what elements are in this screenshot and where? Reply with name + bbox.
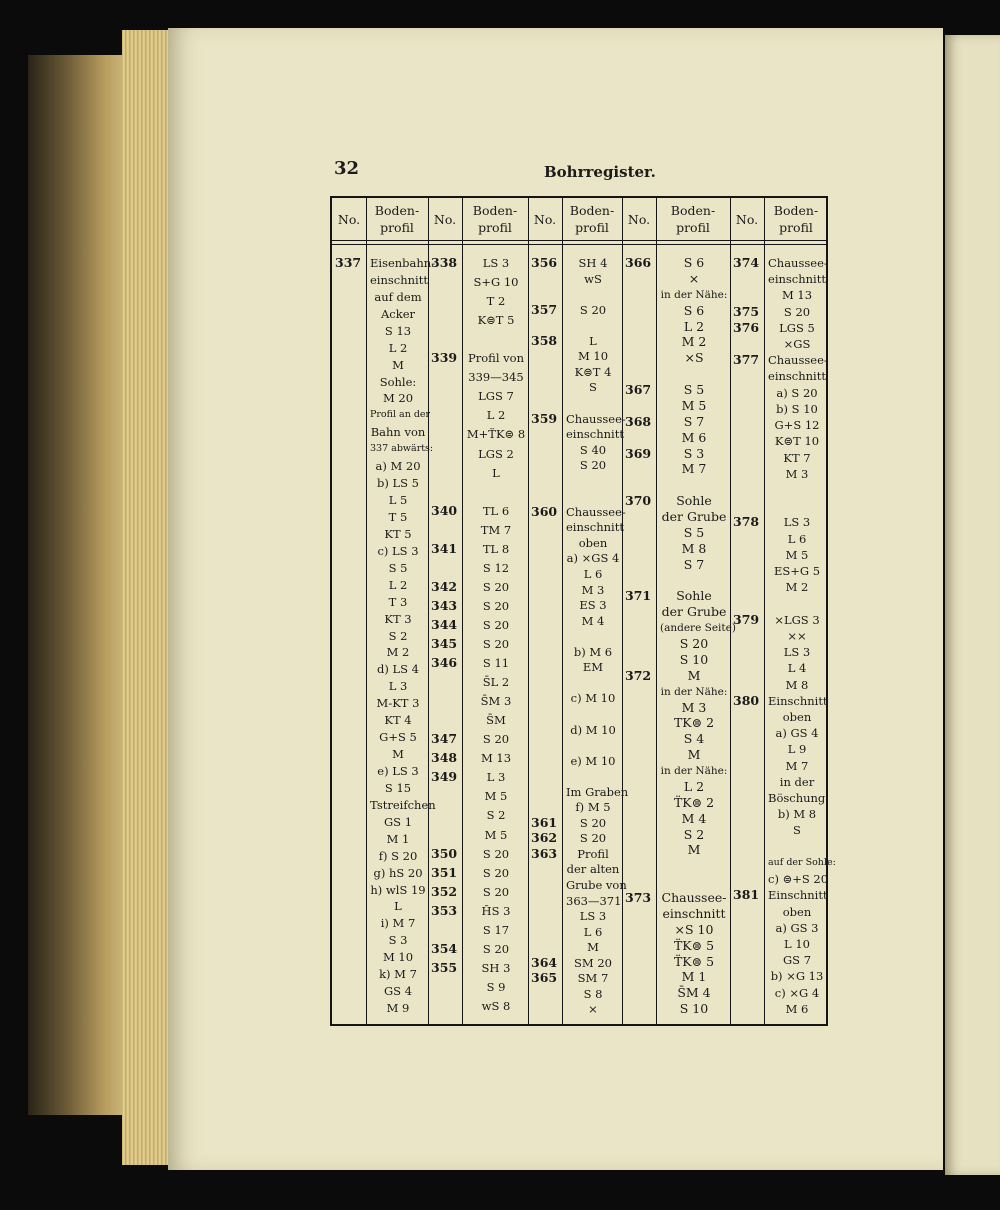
page-title: Bohrregister. <box>544 163 656 181</box>
soil-profile-line: Acker <box>380 306 416 321</box>
soil-profile-line: M 20 <box>382 391 414 406</box>
soil-profile-line: KT 5 <box>384 526 412 541</box>
soil-profile-line: wS <box>584 271 602 286</box>
soil-profile-line: S <box>589 380 597 395</box>
soil-profile-line: S 20 <box>482 617 510 632</box>
boring-number: 372 <box>625 667 652 683</box>
soil-profile-line: M 10 <box>577 349 609 364</box>
soil-profile-line: auf dem <box>374 289 422 304</box>
soil-profile-line: Sohle <box>676 588 712 604</box>
header-no: No. <box>337 211 361 227</box>
soil-profile-line: M 5 <box>484 827 508 842</box>
soil-profile-line: L 2 <box>486 408 506 423</box>
soil-profile-line: 363—371 <box>566 893 622 908</box>
soil-profile-line: M 9 <box>386 1001 410 1016</box>
soil-profile-line: M 2 <box>785 580 809 595</box>
soil-profile-line: S 40 <box>579 442 607 457</box>
soil-profile-line: S 17 <box>482 922 510 937</box>
soil-profile-line: ×GS <box>783 337 811 352</box>
soil-profile-line: M 5 <box>484 789 508 804</box>
boring-number: 338 <box>431 255 458 270</box>
soil-profile-line: S 20 <box>579 815 607 830</box>
soil-profile-line: GS 1 <box>383 814 413 829</box>
header-bodenprofil: Boden- profil <box>374 203 420 235</box>
soil-profile-line: M 7 <box>785 758 809 773</box>
boring-number: 349 <box>431 769 458 785</box>
soil-profile-line: M 7 <box>681 461 707 477</box>
boring-number: 364 <box>531 954 558 970</box>
soil-profile-line: KT 7 <box>783 450 811 465</box>
soil-profile-line: S 3 <box>388 933 408 948</box>
soil-profile-line: S 12 <box>482 560 510 575</box>
soil-profile-line: in der Nähe: <box>660 765 728 777</box>
soil-profile-line: f) M 5 <box>575 800 611 815</box>
soil-profile-line: b) M 8 <box>777 807 817 822</box>
header-divider <box>332 244 826 245</box>
register-table <box>330 196 836 1026</box>
boring-number: 381 <box>733 887 760 903</box>
boring-number: 343 <box>431 597 458 613</box>
soil-profile-line: Chaussee- <box>768 256 828 270</box>
soil-profile-line: S 11 <box>482 656 510 671</box>
soil-profile-line: a) S 20 <box>776 385 818 400</box>
soil-profile-line: K⊜T 10 <box>774 434 820 449</box>
soil-profile-line: S 20 <box>579 302 607 317</box>
soil-profile-line: T̈K⊜ 5 <box>673 937 715 953</box>
soil-profile-line: S 5 <box>683 524 705 540</box>
soil-profile-line: LGS 5 <box>779 320 815 335</box>
boring-number: 348 <box>431 750 458 766</box>
boring-number: 366 <box>625 255 652 270</box>
soil-profile-line: L 2 <box>683 318 705 334</box>
header-bodenprofil: Boden- profil <box>472 203 518 235</box>
soil-profile-line: S 9 <box>486 979 506 994</box>
soil-profile-line: S 3 <box>683 445 705 461</box>
soil-profile-line: M 3 <box>581 582 605 597</box>
soil-profile-line: oben <box>578 535 608 550</box>
soil-profile-line: ES+G 5 <box>773 564 821 579</box>
soil-profile-line: M 3 <box>681 699 707 715</box>
soil-profile-line: LGS 7 <box>478 389 514 404</box>
soil-profile-line: LS 3 <box>579 909 607 924</box>
soil-profile-line: S+G 10 <box>473 275 519 290</box>
soil-profile-line: L 6 <box>583 924 603 939</box>
soil-profile-line: S 6 <box>683 302 705 318</box>
soil-profile-line: S̄M 4 <box>677 985 711 1001</box>
soil-profile-line: Chaussee- <box>566 411 626 426</box>
soil-profile-line: SM 7 <box>577 971 609 986</box>
soil-profile-line: L 6 <box>583 567 603 582</box>
soil-profile-line: LS 3 <box>783 515 811 530</box>
page-number: 32 <box>334 158 360 179</box>
soil-profile-line: S 20 <box>482 579 510 594</box>
soil-profile-line: S 8 <box>583 986 603 1001</box>
soil-profile-line: in der <box>779 774 815 789</box>
soil-profile-line: M 4 <box>681 810 707 826</box>
soil-profile-line: 337 abwärts: <box>370 443 434 455</box>
soil-profile-line: EM <box>582 660 604 675</box>
soil-profile-line: (andere Seite) <box>660 622 736 635</box>
boring-number: 376 <box>733 319 760 335</box>
soil-profile-line: TK⊜ 2 <box>673 715 715 731</box>
soil-profile-line: TL 6 <box>482 503 510 518</box>
soil-profile-line: S 5 <box>388 560 408 575</box>
soil-profile-line: T 3 <box>388 594 408 609</box>
soil-profile-line: S 20 <box>579 831 607 846</box>
soil-profile-line: × <box>588 1002 598 1017</box>
soil-profile-line: Böschung: <box>768 791 830 806</box>
boring-number: 370 <box>625 493 652 509</box>
soil-profile-line: Profil von <box>468 351 524 366</box>
boring-number: 368 <box>625 413 652 429</box>
soil-profile-line: M 1 <box>386 831 410 846</box>
soil-profile-line: S̄M <box>486 713 506 728</box>
boring-number: 345 <box>431 636 458 651</box>
soil-profile-line: ×× <box>787 628 807 643</box>
soil-profile-line: LS 3 <box>482 256 510 270</box>
boring-number: 362 <box>531 830 558 846</box>
column-divider <box>528 198 529 1024</box>
soil-profile-line: LGS 2 <box>478 446 514 461</box>
soil-profile-line: e) LS 3 <box>377 764 419 778</box>
soil-profile-line: M 4 <box>581 613 605 628</box>
soil-profile-line: GS 7 <box>782 953 812 968</box>
header-no: No. <box>433 211 457 227</box>
column-divider <box>562 198 563 1024</box>
soil-profile-line: M 5 <box>681 397 707 413</box>
soil-profile-line: a) ×GS 4 <box>566 551 620 566</box>
boring-number: 355 <box>431 959 458 975</box>
soil-profile-line: TM 7 <box>480 522 512 537</box>
soil-profile-line: SH 3 <box>481 960 511 975</box>
soil-profile-line: S 2 <box>683 826 705 842</box>
soil-profile-line: f) S 20 <box>378 848 418 863</box>
soil-profile-line: S 20 <box>482 865 510 880</box>
boring-number: 350 <box>431 845 458 861</box>
soil-profile-line: K⊜T 4 <box>574 364 612 379</box>
facing-page <box>945 35 1000 1175</box>
soil-profile-line: ×LGS 3 <box>774 612 820 627</box>
soil-profile-line: b) ×G 13 <box>770 969 824 984</box>
boring-number: 377 <box>733 352 760 368</box>
soil-profile-line: der Grube <box>661 604 727 620</box>
column-divider <box>366 198 367 1024</box>
soil-profile-line: S 20 <box>482 598 510 613</box>
soil-profile-line: M 2 <box>386 645 410 660</box>
soil-profile-line: M+T̈K⊜ 8 <box>466 427 526 442</box>
soil-profile-line: S 13 <box>384 323 412 338</box>
soil-profile-line: in der Nähe: <box>660 288 728 301</box>
soil-profile-line: S 7 <box>683 556 705 572</box>
soil-profile-line: S 10 <box>679 651 709 667</box>
soil-profile-line: ×S <box>684 350 704 366</box>
soil-profile-line: a) M 20 <box>375 459 421 474</box>
soil-profile-line: S̄M 3 <box>480 694 512 709</box>
soil-profile-line: S 20 <box>482 732 510 747</box>
soil-profile-line: M 8 <box>785 677 809 692</box>
soil-profile-line: auf der Sohle: <box>768 856 836 868</box>
soil-profile-line: M <box>392 747 404 762</box>
soil-profile-line: M-KT 3 <box>376 696 420 711</box>
soil-profile-line: d) LS 4 <box>377 662 419 677</box>
header-bodenprofil: Boden- profil <box>773 203 819 235</box>
header-no: No. <box>735 211 759 227</box>
soil-profile-line: L 2 <box>388 577 408 592</box>
soil-profile-line: L 4 <box>787 661 807 676</box>
column-divider <box>656 198 657 1024</box>
boring-number: 352 <box>431 883 458 899</box>
soil-profile-line: Chaussee- <box>566 504 626 519</box>
boring-number: 363 <box>531 845 558 861</box>
soil-profile-line: KT 3 <box>384 611 412 626</box>
soil-profile-line: S 20 <box>679 636 709 651</box>
header-bodenprofil: Boden- profil <box>569 203 615 235</box>
soil-profile-line: ×S 10 <box>674 921 714 937</box>
soil-profile-line: G+S 5 <box>379 730 417 745</box>
soil-profile-line: M 8 <box>681 540 707 556</box>
soil-profile-line: c) LS 3 <box>377 543 419 558</box>
soil-profile-line: S 2 <box>486 808 506 823</box>
soil-profile-line: M 1 <box>681 969 707 985</box>
soil-profile-line: ES 3 <box>579 598 607 613</box>
boring-number: 359 <box>531 410 558 426</box>
soil-profile-line: SH 4 <box>578 256 608 270</box>
soil-profile-line: S 5 <box>683 382 705 397</box>
soil-profile-line: i) M 7 <box>380 916 416 931</box>
soil-profile-line: in der Nähe: <box>660 685 728 698</box>
soil-profile-line: c) ×G 4 <box>774 985 820 1000</box>
soil-profile-line: 339—345 <box>468 370 524 385</box>
soil-profile-line: b) M 6 <box>573 644 613 659</box>
boring-number: 378 <box>733 514 760 530</box>
soil-profile-line: M 3 <box>785 466 809 481</box>
boring-number: 365 <box>531 970 558 986</box>
soil-profile-line: S 4 <box>683 731 705 747</box>
soil-profile-line: der alten <box>566 862 620 877</box>
soil-profile-line: Im Graben <box>566 784 629 799</box>
soil-profile-line: einschnitt <box>566 520 624 535</box>
soil-profile-line: a) GS 4 <box>775 726 819 741</box>
soil-profile-line: b) S 10 <box>776 401 818 416</box>
header-no: No. <box>627 211 651 227</box>
soil-profile-line: M 13 <box>781 288 813 303</box>
boring-number: 358 <box>531 332 558 348</box>
soil-profile-line: T̈K⊜ 5 <box>673 953 715 969</box>
boring-number: 360 <box>531 503 558 519</box>
boring-number: 351 <box>431 864 458 880</box>
soil-profile-line: oben <box>782 904 812 919</box>
soil-profile-line: KT 4 <box>384 713 412 728</box>
soil-profile-line: h) wlS 19 <box>370 882 426 897</box>
column-divider <box>428 198 429 1024</box>
column-divider <box>622 198 623 1024</box>
soil-profile-line: LS 3 <box>783 645 811 660</box>
soil-profile-line: S 20 <box>482 637 510 651</box>
boring-number: 340 <box>431 502 458 518</box>
soil-profile-line: × <box>688 270 700 286</box>
soil-profile-line: der Grube <box>661 509 727 524</box>
soil-profile-line: e) M 10 <box>570 753 616 768</box>
soil-profile-line: wS 8 <box>481 998 511 1013</box>
boring-number: 373 <box>625 890 652 905</box>
soil-profile-line: M <box>687 667 701 683</box>
soil-profile-line: S̄L 2 <box>482 675 510 690</box>
soil-profile-line: M <box>687 747 701 763</box>
soil-profile-line: Chaussee- <box>661 890 727 905</box>
soil-profile-line: S 7 <box>683 413 705 429</box>
soil-profile-line: M <box>587 940 599 955</box>
boring-number: 379 <box>733 611 760 627</box>
soil-profile-line: S 20 <box>783 304 811 319</box>
soil-profile-line: Profil an der <box>370 409 431 421</box>
soil-profile-line: T 2 <box>486 294 506 309</box>
soil-profile-line: H̆S 3 <box>481 903 511 918</box>
soil-profile-line: k) M 7 <box>379 967 417 982</box>
boring-number: 375 <box>733 303 760 319</box>
soil-profile-line: GS 4 <box>383 984 413 999</box>
soil-profile-line: Chaussee- <box>768 353 828 368</box>
boring-number: 354 <box>431 940 458 956</box>
soil-profile-line: S 20 <box>579 458 607 473</box>
column-divider <box>462 198 463 1024</box>
soil-profile-line: Sohle: <box>379 374 417 389</box>
soil-profile-line: Grube von <box>566 878 627 893</box>
soil-profile-line: Sohle <box>676 493 712 509</box>
soil-profile-line: L 3 <box>388 679 408 694</box>
soil-profile-line: L 6 <box>787 531 807 546</box>
soil-profile-line: S 20 <box>482 941 510 956</box>
boring-number: 344 <box>431 616 458 632</box>
soil-profile-line: TL 8 <box>482 541 510 556</box>
soil-profile-line: a) GS 3 <box>775 920 819 935</box>
soil-profile-line: c) ⊜+S 20 <box>768 872 829 887</box>
soil-profile-line: S 20 <box>482 884 510 899</box>
column-divider <box>730 198 731 1024</box>
boring-number: 367 <box>625 382 652 397</box>
soil-profile-line: M <box>687 842 701 858</box>
soil-profile-line: Tstreifchen <box>370 797 436 812</box>
boring-number: 342 <box>431 578 458 594</box>
soil-profile-line: L 9 <box>787 742 807 757</box>
header-no: No. <box>533 211 557 227</box>
soil-profile-line: M <box>392 357 404 372</box>
soil-profile-line: L 5 <box>388 493 408 508</box>
soil-profile-line: M 6 <box>681 429 707 445</box>
soil-profile-line: L 3 <box>486 770 506 785</box>
soil-profile-line: L 10 <box>784 936 810 951</box>
soil-profile-line: S 2 <box>388 628 408 643</box>
soil-profile-line: einschnitt <box>662 905 726 921</box>
boring-number: 380 <box>733 692 760 708</box>
boring-number: 339 <box>431 350 458 366</box>
soil-profile-line: einschnitt <box>370 272 428 287</box>
soil-profile-line: S 15 <box>384 780 412 795</box>
soil-profile-line: g) hS 20 <box>373 865 423 880</box>
boring-number: 374 <box>733 255 760 270</box>
soil-profile-line: S 10 <box>679 1001 709 1017</box>
boring-number: 357 <box>531 301 558 317</box>
soil-profile-line: Einschnitt <box>768 693 828 708</box>
soil-profile-line: L <box>394 899 402 914</box>
soil-profile-line: Eisenbahn- <box>370 256 436 270</box>
column-divider <box>764 198 765 1024</box>
soil-profile-line: S 20 <box>482 846 510 861</box>
boring-number: 353 <box>431 902 458 918</box>
soil-profile-line: c) M 10 <box>570 691 616 706</box>
soil-profile-line: L 2 <box>683 778 705 794</box>
boring-number: 341 <box>431 540 458 556</box>
boring-number: 371 <box>625 588 652 604</box>
soil-profile-line: oben <box>782 709 812 724</box>
soil-profile-line: S <box>793 823 801 838</box>
soil-profile-line: einschnitt <box>768 272 826 287</box>
boring-number: 356 <box>531 255 558 270</box>
soil-profile-line: SM 20 <box>574 955 612 970</box>
soil-profile-line: L <box>492 465 500 480</box>
soil-profile-line: b) LS 5 <box>377 476 419 491</box>
soil-profile-line: S 6 <box>683 255 705 270</box>
soil-profile-line: einschnitt <box>566 427 624 442</box>
soil-profile-line: Profil <box>577 846 609 861</box>
soil-profile-line: T 5 <box>388 510 408 524</box>
soil-profile-line: M 6 <box>785 1001 809 1016</box>
boring-number: 346 <box>431 655 458 671</box>
boring-number: 369 <box>625 445 652 461</box>
boring-number: 347 <box>431 731 458 747</box>
soil-profile-line: einschnitt <box>768 369 826 384</box>
boring-number: 361 <box>531 814 558 830</box>
soil-profile-line: Bahn von <box>370 425 426 440</box>
soil-profile-line: M 13 <box>480 751 512 766</box>
soil-profile-line: M 2 <box>681 334 707 350</box>
soil-profile-line: G+S 12 <box>774 418 820 433</box>
soil-profile-line: L <box>589 333 597 348</box>
soil-profile-line: K⊜T 5 <box>477 313 515 328</box>
boring-number: 337 <box>335 255 362 270</box>
header-bodenprofil: Boden- profil <box>670 203 716 235</box>
soil-profile-line: L 2 <box>388 340 408 355</box>
soil-profile-line: M 5 <box>785 547 809 562</box>
header-divider <box>332 240 826 241</box>
soil-profile-line: T̈K⊜ 2 <box>673 794 715 810</box>
soil-profile-line: Einschnitt <box>768 888 828 903</box>
soil-profile-line: d) M 10 <box>570 722 616 737</box>
soil-profile-line: M 10 <box>382 950 414 965</box>
